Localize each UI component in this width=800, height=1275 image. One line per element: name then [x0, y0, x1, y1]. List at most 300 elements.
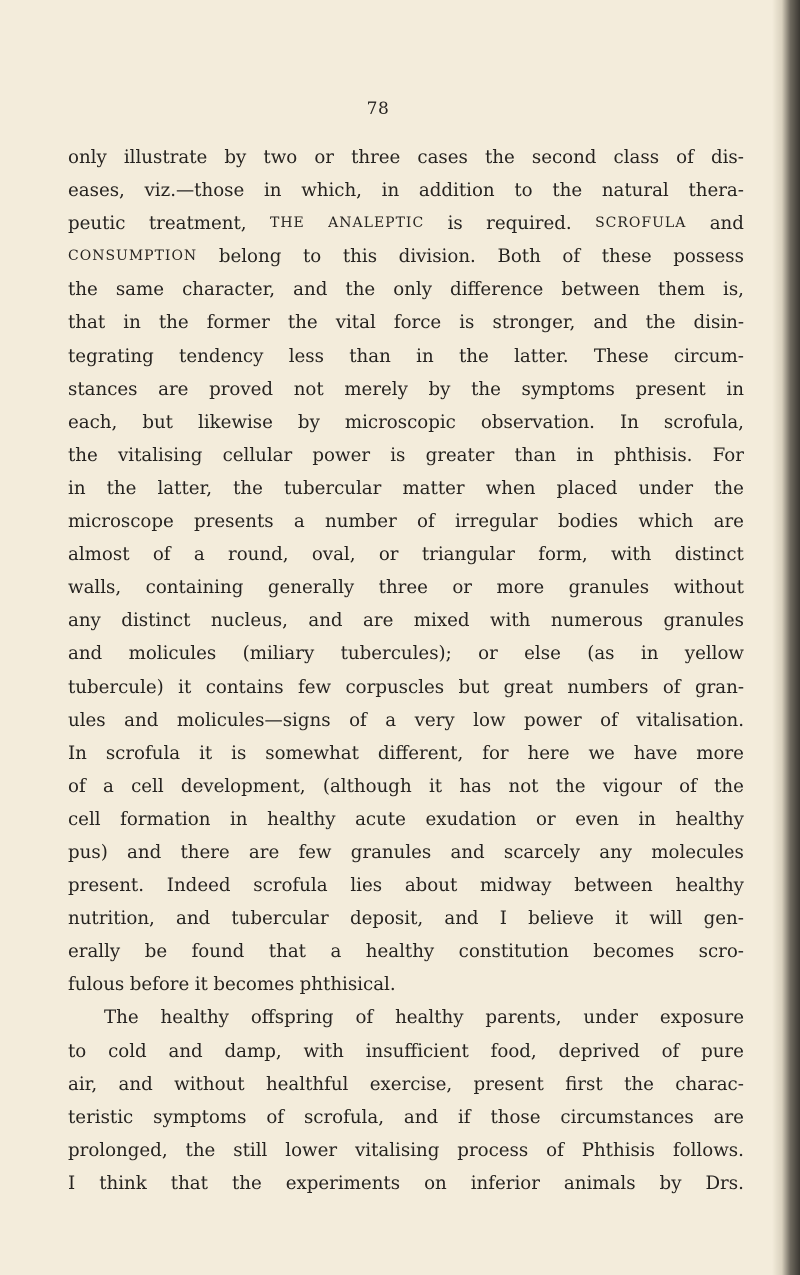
word: cellular — [222, 444, 293, 466]
word: in — [576, 444, 594, 466]
word: or — [378, 544, 399, 566]
word: gran- — [694, 676, 744, 698]
word: of — [266, 1106, 285, 1128]
text-line — [68, 737, 744, 770]
word: walls, — [68, 577, 122, 599]
word: power — [524, 709, 582, 731]
word: healthy — [675, 808, 744, 830]
word: that — [170, 1172, 208, 1194]
word: becomes — [593, 941, 675, 963]
word: the — [233, 477, 263, 499]
word: have — [633, 742, 678, 764]
text-line — [68, 935, 744, 968]
word: those — [490, 1106, 541, 1128]
word: without — [673, 577, 744, 599]
word: which, — [301, 180, 362, 202]
word: corpuscles — [345, 676, 445, 698]
word: which — [638, 511, 694, 533]
word: acute — [355, 808, 406, 830]
word: division. — [398, 246, 476, 268]
word: more — [496, 577, 545, 599]
word: this — [342, 246, 378, 268]
word: or — [314, 147, 334, 168]
word: when — [485, 477, 536, 499]
word: scrofula, — [663, 411, 744, 433]
word: phthisical. — [299, 974, 396, 996]
word: microscopic — [344, 411, 456, 433]
text-line — [68, 340, 744, 373]
word: on — [424, 1172, 447, 1194]
word: but — [458, 676, 490, 698]
word: any — [599, 841, 633, 863]
text-line — [68, 174, 744, 207]
word: two — [263, 147, 298, 168]
word: numbers — [567, 676, 649, 698]
word: in — [229, 808, 248, 830]
word: between — [561, 279, 640, 301]
word: vigour — [602, 775, 662, 797]
word: in — [68, 477, 86, 499]
word: in — [123, 312, 141, 334]
word: the — [714, 775, 744, 797]
word: distinct — [121, 610, 191, 632]
word: microscope — [68, 511, 174, 533]
word: vital — [335, 312, 376, 334]
word: latter. — [514, 345, 569, 367]
word: erally — [68, 941, 121, 963]
body-text — [68, 141, 744, 1200]
word: somewhat — [265, 742, 359, 764]
word: former — [206, 312, 270, 334]
word: natural — [601, 180, 669, 202]
word: scro- — [698, 941, 744, 963]
text-line — [68, 1001, 744, 1034]
word: else — [524, 643, 561, 665]
word: and — [403, 1106, 439, 1128]
word: the — [714, 477, 744, 499]
word: molecules — [651, 841, 744, 863]
word: low — [473, 709, 506, 731]
word: illustrate — [123, 147, 208, 168]
word: and — [444, 908, 479, 930]
word: a — [102, 775, 114, 797]
word: stances — [68, 378, 138, 400]
word: that — [268, 941, 306, 963]
word: tubercular — [231, 908, 329, 930]
word: with — [610, 544, 652, 566]
word: for — [482, 742, 509, 764]
word: ANALEPTIC — [328, 215, 425, 232]
text-line — [68, 538, 744, 571]
word: the — [555, 775, 586, 797]
word: scarcely — [503, 841, 581, 863]
word: nutrition, — [68, 908, 155, 930]
word: are — [158, 378, 189, 400]
word: believe — [528, 908, 594, 930]
word: symptoms — [521, 378, 615, 400]
word: irregular — [454, 511, 538, 533]
word: or — [478, 643, 498, 665]
word: thera- — [688, 180, 744, 202]
word: phthisis. — [613, 444, 693, 466]
text-line — [68, 1068, 744, 1101]
word: force — [393, 312, 442, 334]
word: inferior — [470, 1172, 540, 1194]
word: found — [191, 941, 245, 963]
word: generally — [267, 577, 355, 599]
word: in — [726, 378, 744, 400]
word: under — [583, 1007, 638, 1029]
word: same — [115, 279, 165, 301]
word: character, — [182, 279, 276, 301]
word: and — [127, 841, 162, 863]
word: Indeed — [166, 875, 231, 897]
word: the — [471, 378, 501, 400]
word: observation. — [480, 411, 595, 433]
word: think — [99, 1172, 147, 1194]
word: pure — [701, 1040, 744, 1062]
word: a — [330, 941, 342, 963]
word: tubercule) — [68, 676, 164, 698]
word: the — [624, 1073, 654, 1095]
word: constitution — [458, 941, 569, 963]
text-line — [68, 637, 744, 670]
word: of — [661, 1040, 680, 1062]
word: becomes — [213, 974, 295, 996]
word: For — [712, 444, 744, 466]
word: healthful — [265, 1073, 349, 1095]
word: and — [308, 610, 343, 632]
text-line — [68, 273, 744, 306]
word: vitalising — [354, 1139, 440, 1161]
word: not — [293, 378, 324, 400]
text-line — [68, 671, 744, 704]
word: scrofula — [105, 742, 181, 764]
text-line — [68, 472, 744, 505]
word: cases — [417, 147, 468, 168]
word: in — [638, 808, 656, 830]
word: these — [601, 246, 652, 268]
word: is, — [723, 279, 744, 301]
text-line — [68, 1134, 744, 1167]
text-line — [68, 770, 744, 803]
word: of — [662, 676, 681, 698]
word: the — [552, 180, 583, 202]
word: is — [231, 742, 247, 764]
word: process — [457, 1139, 529, 1161]
word: tubercular — [283, 477, 382, 499]
word: oval, — [311, 544, 356, 566]
word: mixed — [413, 610, 470, 632]
word: symptoms — [153, 1106, 247, 1128]
word: any — [68, 610, 101, 632]
word: formation — [120, 808, 211, 830]
text-line — [68, 1101, 744, 1134]
word: containing — [145, 577, 244, 599]
text-line — [68, 869, 744, 902]
word: three — [378, 577, 428, 599]
word: exudation — [425, 808, 517, 830]
word: in — [263, 180, 282, 202]
word: latter, — [157, 477, 213, 499]
word: a — [293, 511, 305, 533]
word: numerous — [550, 610, 643, 632]
word: lies — [350, 875, 383, 897]
word: fulous — [68, 974, 125, 996]
word: greater — [425, 444, 495, 466]
word: (although — [322, 775, 412, 797]
text-line — [68, 803, 744, 836]
word: likewise — [198, 411, 273, 433]
word: present — [635, 378, 706, 400]
word: In — [619, 411, 639, 433]
word: stronger, — [492, 312, 576, 334]
text-line — [68, 1167, 744, 1200]
word: that — [68, 312, 106, 334]
word: exposure — [659, 1007, 744, 1029]
word: number — [324, 511, 397, 533]
word: healthy — [267, 808, 336, 830]
word: midway — [480, 875, 552, 897]
word: healthy — [365, 941, 435, 963]
word: class — [613, 147, 660, 168]
text-line — [68, 1035, 744, 1068]
word: is — [390, 444, 406, 466]
word: granules — [350, 841, 432, 863]
word: triangular — [421, 544, 515, 566]
word: healthy — [160, 1007, 229, 1029]
word: pus) — [68, 841, 108, 863]
word: of — [562, 246, 581, 268]
word: by — [224, 147, 247, 168]
word: THE — [269, 215, 305, 232]
word: not — [508, 775, 539, 797]
word: very — [414, 709, 455, 731]
word: development, — [180, 775, 306, 797]
word: granules — [663, 610, 744, 632]
word: The — [104, 1007, 139, 1029]
word: teristic — [68, 1106, 134, 1128]
word: there — [180, 841, 230, 863]
word: and — [293, 279, 328, 301]
word: yellow — [684, 643, 744, 665]
word: the — [231, 1172, 262, 1194]
word: the — [287, 312, 318, 334]
word: air, — [68, 1073, 98, 1095]
word: food, — [490, 1040, 537, 1062]
text-line — [68, 571, 744, 604]
word: granules — [568, 577, 650, 599]
word: offspring — [250, 1007, 334, 1029]
word: to — [514, 180, 533, 202]
word: I — [68, 1172, 76, 1194]
text-line — [68, 604, 744, 637]
text-line — [68, 207, 744, 240]
word: first — [565, 1073, 603, 1095]
word: healthy — [675, 875, 744, 897]
word: the — [484, 147, 515, 168]
word: and — [593, 312, 628, 334]
text-line — [68, 141, 744, 174]
word: it — [194, 974, 208, 996]
word: the — [185, 1139, 216, 1161]
word: dis- — [710, 147, 744, 168]
word: are — [713, 1106, 744, 1128]
word: are — [363, 610, 394, 632]
word: it — [615, 908, 629, 930]
text-line — [68, 836, 744, 869]
text-line — [68, 902, 744, 935]
page-number: 78 — [366, 99, 390, 119]
word: tendency — [179, 345, 264, 367]
word: possess — [673, 246, 744, 268]
word: belong — [218, 246, 282, 268]
word: it — [428, 775, 443, 797]
word: is — [447, 213, 463, 235]
word: of — [679, 775, 697, 797]
text-line — [68, 306, 744, 339]
word: prolonged, — [68, 1139, 168, 1161]
word: required. — [486, 213, 572, 235]
word: lower — [285, 1139, 338, 1161]
word: only — [68, 147, 107, 168]
word: with — [303, 1040, 344, 1062]
word: a — [385, 709, 397, 731]
word: form, — [538, 544, 588, 566]
text-line — [68, 505, 744, 538]
word: or — [452, 577, 473, 599]
word: I — [499, 908, 507, 930]
word: In — [68, 742, 87, 764]
word: are — [713, 511, 744, 533]
word: SCROFULA — [595, 215, 687, 232]
word: the — [158, 312, 189, 334]
word: and — [124, 709, 159, 731]
word: matter — [402, 477, 465, 499]
word: different, — [377, 742, 464, 764]
word: we — [588, 742, 615, 764]
word: by — [297, 411, 320, 433]
word: tegrating — [68, 345, 154, 367]
word: cell — [68, 808, 101, 830]
word: of — [355, 1007, 374, 1029]
word: CONSUMPTION — [68, 248, 198, 265]
word: of — [152, 544, 171, 566]
word: damp, — [224, 1040, 282, 1062]
word: almost — [68, 544, 130, 566]
word: of — [546, 1139, 564, 1161]
word: of — [349, 709, 367, 731]
word: between — [574, 875, 653, 897]
word: cell — [131, 775, 164, 797]
word: of — [676, 147, 694, 168]
word: scrofula, — [303, 1106, 384, 1128]
word: parents, — [485, 1007, 562, 1029]
word: peutic — [68, 213, 126, 235]
word: than — [349, 345, 391, 367]
word: but — [142, 411, 173, 433]
word: vitalisation. — [636, 709, 744, 731]
word: has — [459, 775, 492, 797]
word: each, — [68, 411, 118, 433]
word: viz.—those — [144, 180, 245, 202]
word: and — [168, 1040, 203, 1062]
word: them — [657, 279, 705, 301]
word: it — [178, 676, 192, 698]
word: if — [457, 1106, 471, 1128]
word: in — [416, 345, 434, 367]
word: healthy — [395, 1007, 464, 1029]
word: ules — [68, 709, 106, 731]
word: even — [575, 808, 619, 830]
word: merely — [344, 378, 408, 400]
word: few — [298, 841, 332, 863]
word: less — [288, 345, 324, 367]
word: bodies — [557, 511, 619, 533]
word: are — [248, 841, 280, 863]
word: the — [458, 345, 489, 367]
word: circum- — [673, 345, 744, 367]
word: presents — [194, 511, 274, 533]
word: circumstances — [560, 1106, 694, 1128]
word: gen- — [703, 908, 744, 930]
word: These — [593, 345, 649, 367]
text-line — [68, 439, 744, 472]
word: scrofula — [253, 875, 328, 897]
word: before — [129, 974, 190, 996]
word: nucleus, — [210, 610, 288, 632]
word: cold — [108, 1040, 147, 1062]
word: contains — [205, 676, 284, 698]
word: Phthisis — [581, 1139, 656, 1161]
word: deposit, — [349, 908, 424, 930]
word: and — [118, 1073, 153, 1095]
word: is — [459, 312, 475, 334]
text-line — [68, 373, 744, 406]
word: few — [297, 676, 332, 698]
word: the — [645, 312, 676, 334]
word: (as — [587, 643, 615, 665]
word: to — [68, 1040, 87, 1062]
word: Drs. — [705, 1172, 744, 1194]
word: round, — [228, 544, 289, 566]
word: placed — [556, 477, 618, 499]
word: addition — [418, 180, 495, 202]
word: and — [450, 841, 485, 863]
word: experiments — [285, 1172, 401, 1194]
word: (miliary — [242, 643, 315, 665]
word: proved — [209, 378, 274, 400]
word: Both — [497, 246, 541, 268]
word: of — [417, 511, 435, 533]
word: the — [68, 279, 98, 301]
word: be — [144, 941, 168, 963]
word: here — [527, 742, 570, 764]
word: three — [351, 147, 401, 168]
word: charac- — [675, 1073, 744, 1095]
word: by — [659, 1172, 682, 1194]
word: under — [638, 477, 694, 499]
word: in — [381, 180, 400, 202]
word: the — [68, 444, 98, 466]
word: treatment, — [148, 213, 247, 235]
word: only — [393, 279, 432, 301]
word: of — [600, 709, 618, 731]
word: than — [514, 444, 557, 466]
word: the — [106, 477, 137, 499]
word: distinct — [674, 544, 744, 566]
word: to — [302, 246, 322, 268]
